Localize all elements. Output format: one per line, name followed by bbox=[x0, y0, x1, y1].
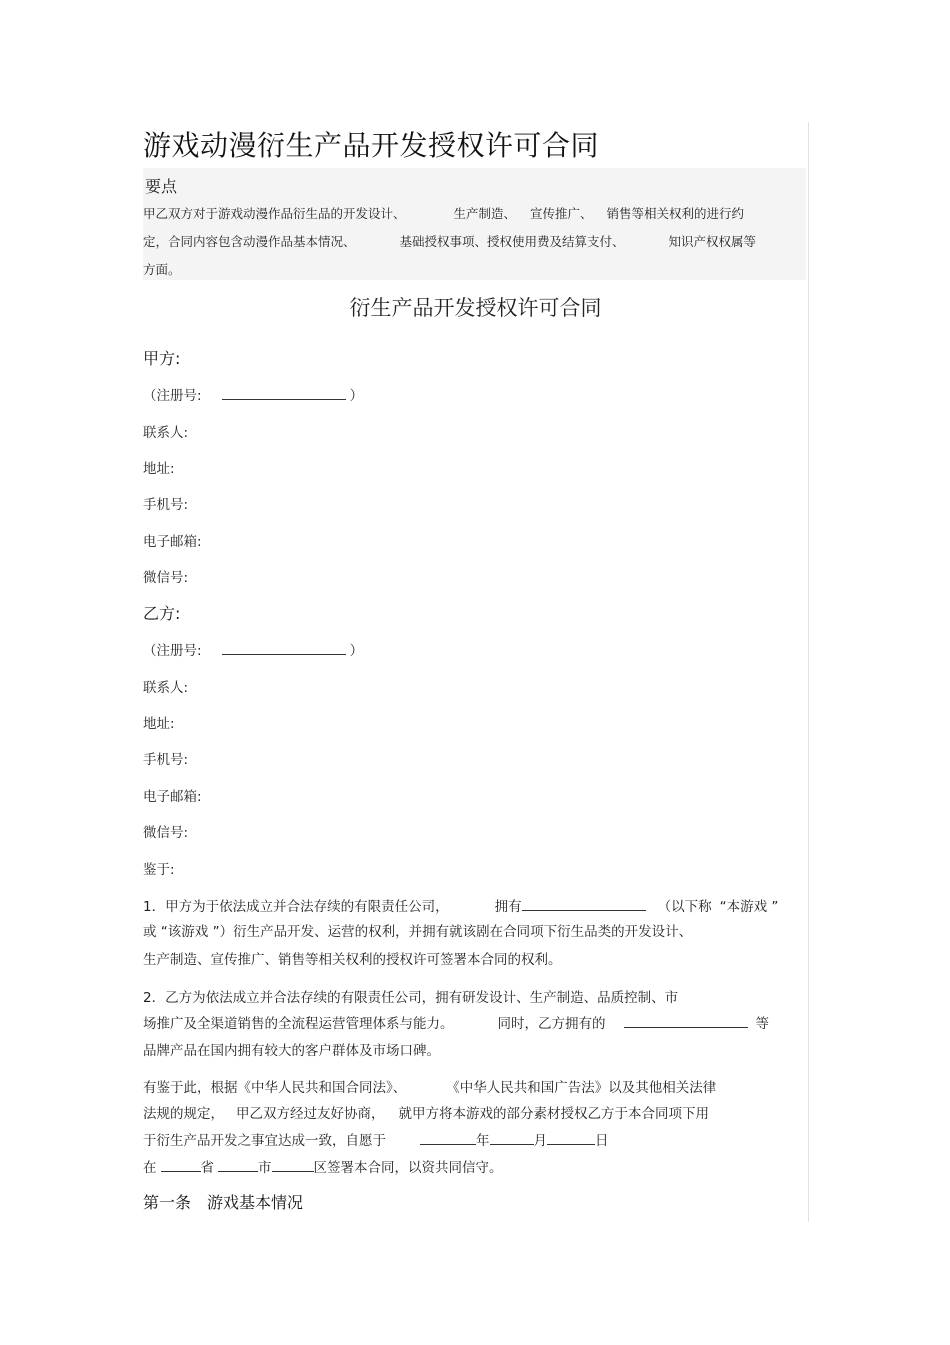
reg-close: ） bbox=[349, 643, 364, 659]
day-blank bbox=[547, 1143, 595, 1145]
para3-line4 bbox=[143, 1156, 503, 1176]
para-text: 《中华人民共和国广告法》以及其他相关法律 bbox=[446, 1080, 717, 1096]
para-text: 于衍生产品开发之事宜达成一致，自愿于 bbox=[143, 1133, 386, 1149]
document-title: 游戏动漫衍生产品开发授权许可合同 bbox=[143, 129, 600, 162]
month-blank bbox=[490, 1143, 534, 1145]
para-text: 年 bbox=[476, 1133, 490, 1149]
summary-text: 定，合同内容包含动漫作品基本情况、 bbox=[143, 234, 356, 249]
party-a-label: 甲方: bbox=[143, 349, 181, 368]
whereas-label: 鉴于: bbox=[143, 862, 175, 878]
clause-1-heading: 第一条 游戏基本情况 bbox=[143, 1193, 304, 1212]
party-b-wechat: 微信号: bbox=[143, 825, 189, 841]
summary-text: 甲乙双方对于游戏动漫作品衍生品的开发设计、 bbox=[143, 206, 406, 221]
para-text: 法规的规定， bbox=[143, 1106, 224, 1122]
party-b-contact: 联系人: bbox=[143, 680, 189, 696]
para-text: 甲乙双方经过友好协商， bbox=[236, 1106, 385, 1122]
party-a-wechat: 微信号: bbox=[143, 570, 189, 586]
para-text: 场推广及全渠道销售的全流程运营管理体系与能力。 bbox=[143, 1016, 454, 1032]
game-name-blank bbox=[522, 909, 646, 911]
para-text: 日 bbox=[595, 1133, 609, 1149]
contract-subtitle: 衍生产品开发授权许可合同 bbox=[349, 296, 602, 320]
province-blank bbox=[161, 1170, 201, 1172]
party-b-label: 乙方: bbox=[143, 604, 181, 623]
party-b-registration bbox=[143, 639, 363, 659]
summary-text: 基础授权事项、授权使用费及结算支付、 bbox=[399, 234, 625, 249]
para-text: 有鉴于此，根据《中华人民共和国合同法》、 bbox=[143, 1080, 407, 1096]
para-text: 月 bbox=[533, 1133, 547, 1149]
para-text: 同时，乙方拥有的 bbox=[497, 1016, 606, 1032]
brand-blank bbox=[624, 1026, 748, 1028]
party-a-email: 电子邮箱: bbox=[143, 534, 202, 550]
party-a-registration bbox=[143, 384, 363, 404]
party-a-contact: 联系人: bbox=[143, 425, 189, 441]
summary-text: 知识产权权属等 bbox=[668, 234, 757, 249]
para-text: （以下称 bbox=[657, 899, 712, 915]
document-page bbox=[143, 122, 809, 1222]
para-text: 1．甲方为于依法成立并合法存续的有限责任公司， bbox=[143, 899, 449, 915]
reg-label: （注册号: bbox=[143, 643, 202, 659]
para-text: 在 bbox=[143, 1160, 157, 1176]
city-blank bbox=[218, 1170, 258, 1172]
year-blank bbox=[420, 1143, 476, 1145]
para2-line1: 2．乙方为依法成立并合法存续的有限责任公司，拥有研发设计、生产制造、品质控制、市 bbox=[143, 990, 679, 1006]
district-blank bbox=[272, 1170, 314, 1172]
registration-blank bbox=[222, 398, 346, 400]
para2-line3: 品牌产品在国内拥有较大的客户群体及市场口碑。 bbox=[143, 1043, 440, 1059]
para-text: “本游戏 ” bbox=[719, 899, 779, 915]
para1-line3: 生产制造、宣传推广、销售等相关权利的授权许可签署本合同的权利。 bbox=[143, 952, 562, 968]
summary-line-2 bbox=[143, 232, 756, 250]
para-text: 市 bbox=[258, 1160, 272, 1176]
para3-line3 bbox=[143, 1129, 609, 1149]
summary-text: 生产制造、 bbox=[453, 206, 517, 221]
summary-line-3 bbox=[143, 260, 181, 278]
summary-text: 宣传推广、 bbox=[530, 206, 593, 221]
para-text: 就甲方将本游戏的部分素材授权乙方于本合同项下用 bbox=[398, 1106, 709, 1122]
para3-line1 bbox=[143, 1076, 716, 1096]
para-text: 拥有 bbox=[494, 899, 522, 915]
reg-close: ） bbox=[349, 388, 364, 404]
para2-line2 bbox=[143, 1012, 769, 1032]
para-text: 区签署本合同，以资共同信守。 bbox=[313, 1160, 503, 1176]
party-a-address: 地址: bbox=[143, 461, 175, 477]
para1-line2: 或 “该游戏 ”）衍生产品开发、运营的权利，并拥有就该剧在合同项下衍生品类的开发设计、 bbox=[143, 924, 693, 940]
party-b-email: 电子邮箱: bbox=[143, 789, 202, 805]
summary-box bbox=[143, 168, 806, 280]
party-b-phone: 手机号: bbox=[143, 752, 189, 768]
para-text: 等 bbox=[755, 1016, 769, 1032]
party-a-phone: 手机号: bbox=[143, 497, 189, 513]
para-text: 省 bbox=[200, 1160, 214, 1176]
party-b-address: 地址: bbox=[143, 716, 175, 732]
para3-line2 bbox=[143, 1102, 709, 1122]
registration-blank bbox=[222, 653, 346, 655]
summary-text: 方面。 bbox=[143, 262, 181, 277]
summary-text: 销售等相关权利的进行约 bbox=[606, 206, 745, 221]
summary-heading: 要点 bbox=[145, 177, 178, 196]
para1-line1 bbox=[143, 895, 778, 915]
reg-label: （注册号: bbox=[143, 388, 202, 404]
summary-line-1 bbox=[143, 204, 744, 222]
